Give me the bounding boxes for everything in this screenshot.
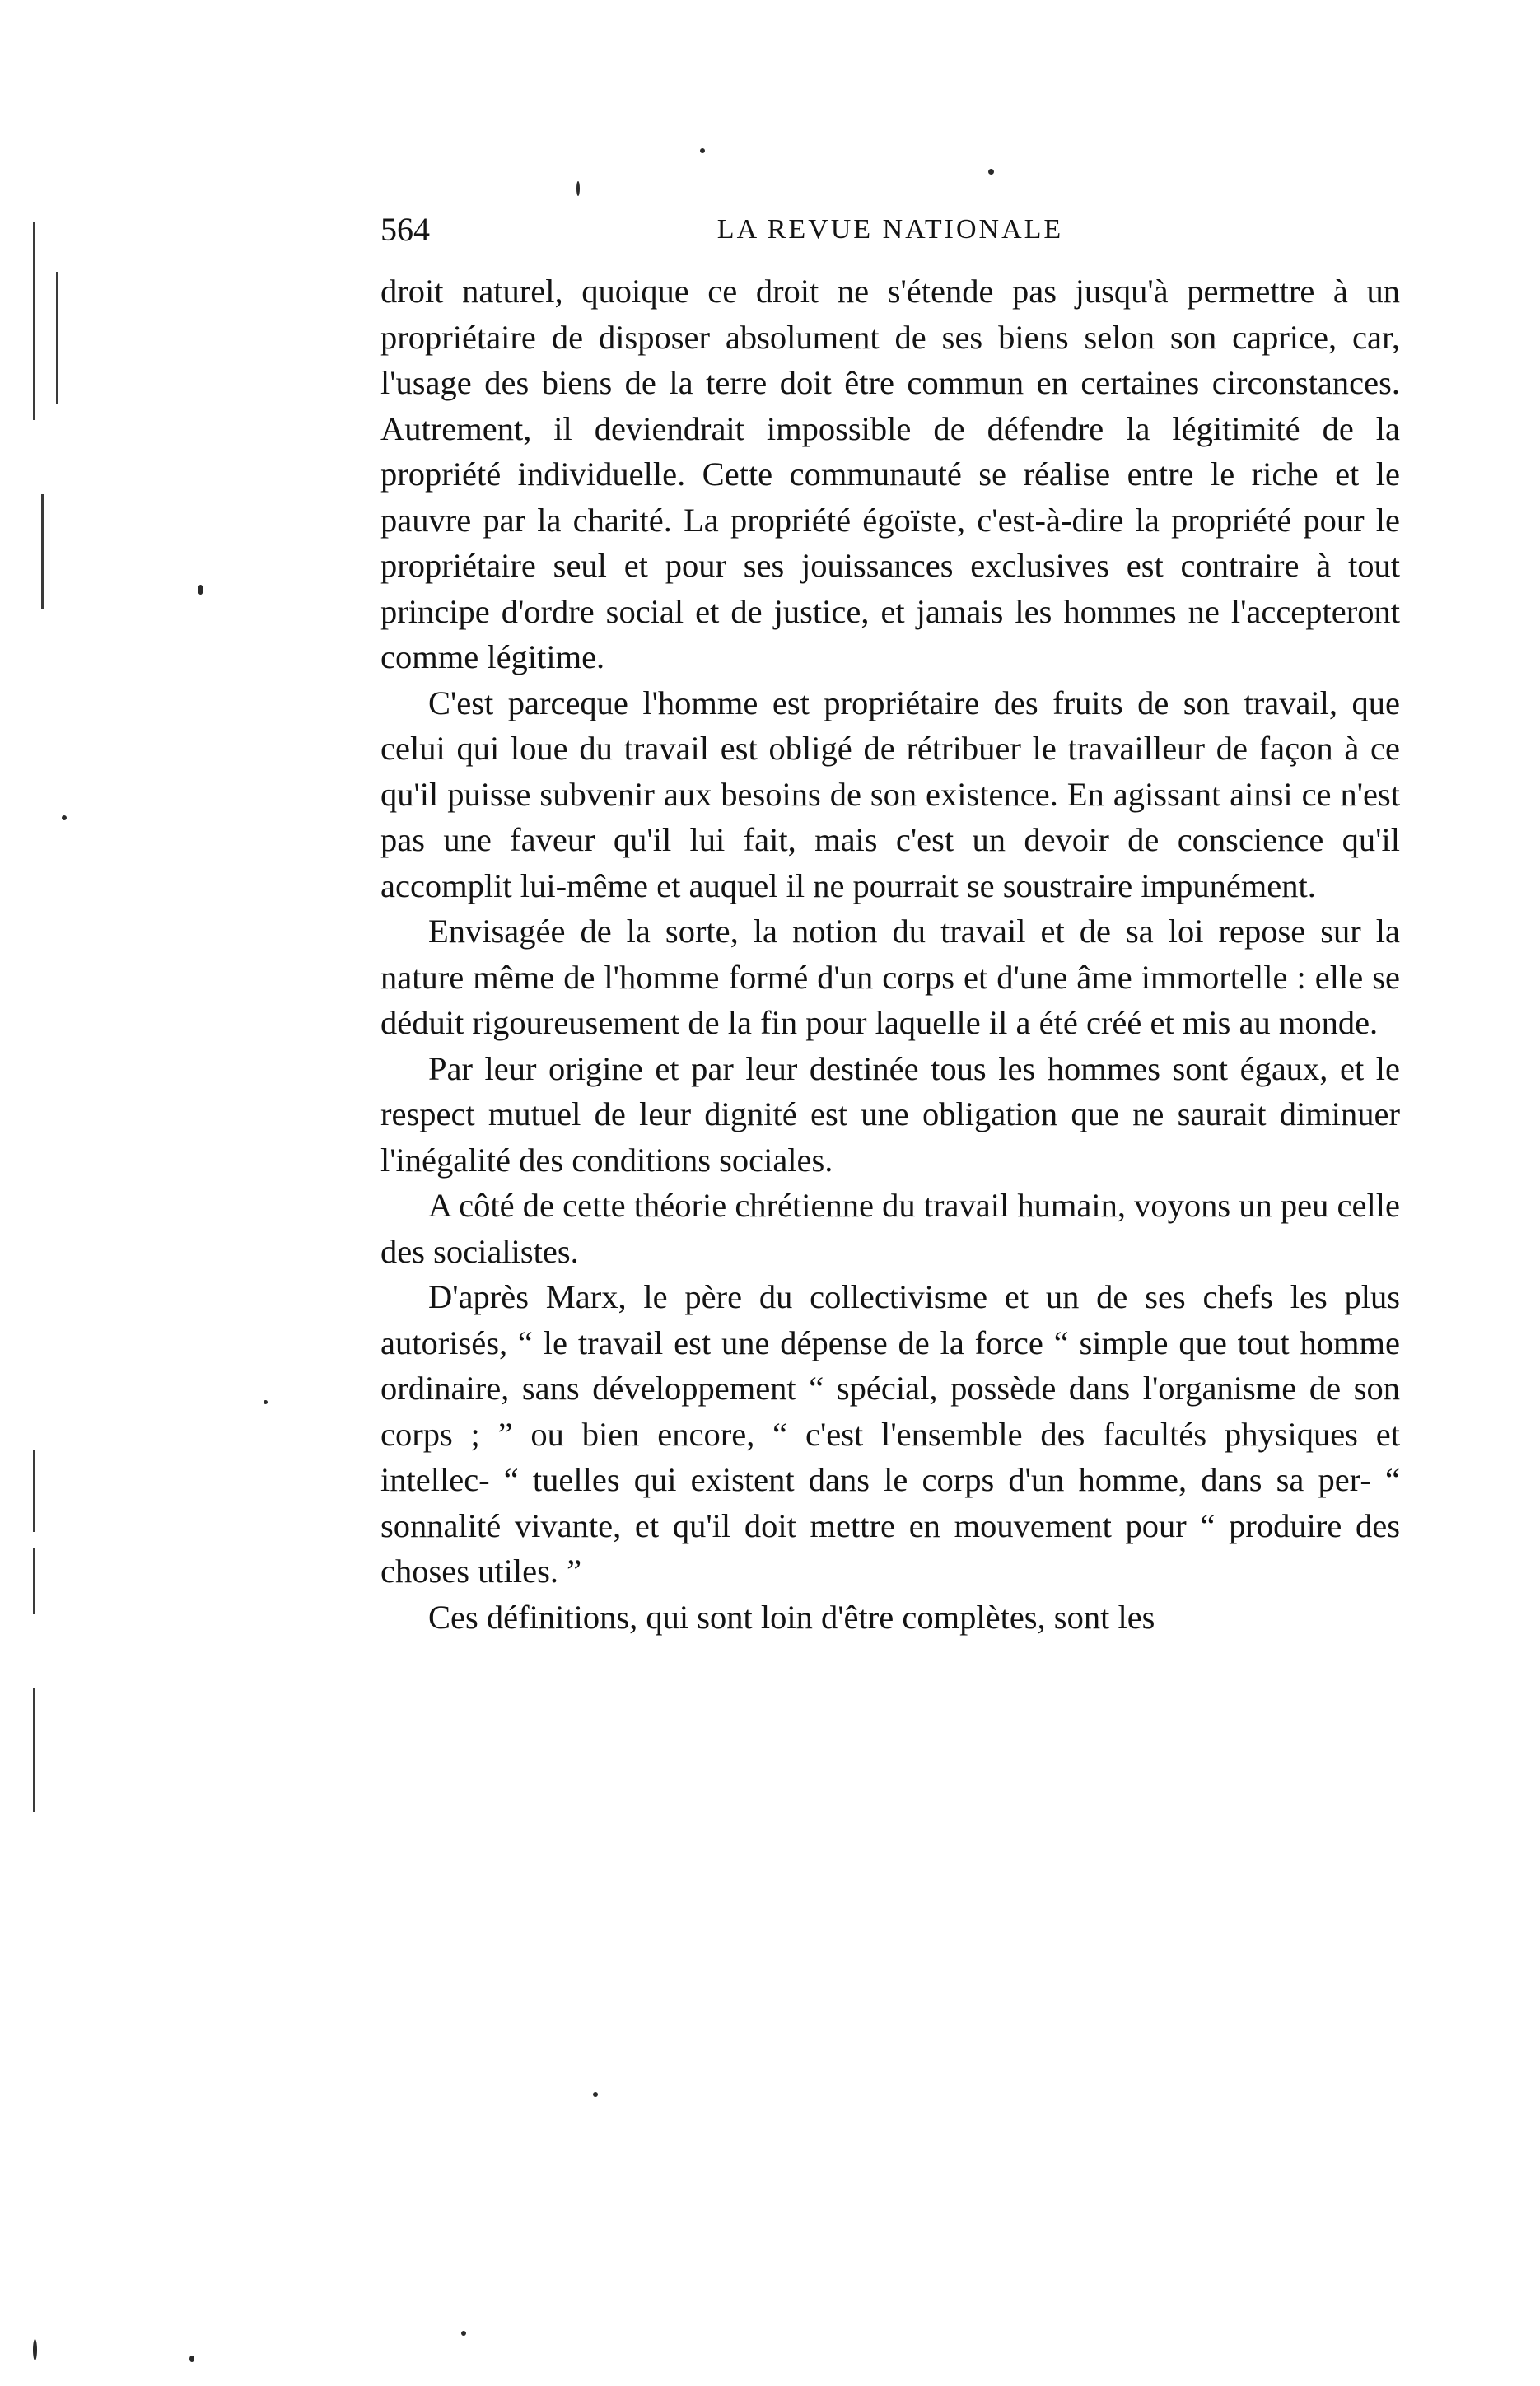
scan-speck: [264, 1400, 268, 1404]
scan-margin-mark: [33, 222, 35, 420]
page-header: [380, 209, 1400, 250]
scan-margin-mark: [41, 494, 44, 609]
scan-speck: [198, 585, 203, 595]
paragraph: Envisagée de la sorte, la notion du travail et de sa loi repose sur la nature même de l'homme formé d'un corps et d'une âme immortelle : elle se déduit rigoureusement de la fin pour laquelle il a été créé et mis au monde.: [380, 913, 1400, 1041]
paragraph: A côté de cette théorie chrétienne du travail humain, voyons un peu celle des socialistes.: [380, 1187, 1400, 1270]
scan-speck: [593, 2092, 598, 2097]
scan-margin-mark: [33, 1688, 35, 1812]
scan-margin-mark: [33, 1548, 35, 1614]
running-head: LA REVUE NATIONALE: [716, 214, 1064, 245]
scan-margin-mark: [33, 1450, 35, 1532]
page-number: 564: [380, 211, 430, 248]
scan-speck: [576, 181, 580, 196]
scan-speck: [62, 815, 67, 820]
scan-speck: [33, 2339, 37, 2360]
paragraph: C'est parceque l'homme est propriétaire des fruits de son travail, que celui qui loue du travail est obligé de rétribuer le travailleur de façon à ce qu'il puisse subvenir aux besoins de son existence. En agissant ainsi ce n'est pas une faveur qu'il lui fait, mais c'est un devoir de conscience qu'il accomplit lui-même et auquel il ne pourrait se soustraire impunément.: [380, 684, 1400, 904]
scan-speck: [700, 148, 705, 153]
paragraph: Par leur origine et par leur destinée tous les hommes sont égaux, et le respect mutuel de leur dignité est une obligation que ne saurait diminuer l'inégalité des conditions sociales.: [380, 1049, 1400, 1179]
body-text: [380, 268, 1400, 1640]
paragraph: Ces définitions, qui sont loin d'être complètes, sont les: [428, 1598, 1155, 1636]
scan-margin-mark: [56, 272, 58, 404]
scan-speck: [988, 169, 994, 175]
scan-speck: [189, 2356, 194, 2362]
scan-speck: [461, 2331, 466, 2336]
paragraph: droit naturel, quoique ce droit ne s'étende pas jusqu'à permettre à un propriétaire de disposer absolument de ses biens selon son caprice, car, l'usage des biens de la terre doit être commun en certaines circonstances. Autrement, il deviendrait impossible de défendre la légitimité de la propriété individuelle. Cette communauté se réalise entre le riche et le pauvre par la charité. La propriété égoïste, c'est-à-dire la propriété pour le propriétaire seul et pour ses jouissances exclusives est contraire à tout principe d'ordre social et de justice, et jamais les hommes ne l'accepteront comme légitime.: [380, 273, 1400, 675]
paragraph: D'après Marx, le père du collectivisme et un de ses chefs les plus autorisés, “ le travail est une dépense de la force “ simple que tout homme ordinaire, sans développement “ spécial, possède dans l'organisme de son corps ; ” ou bien encore, “ c'est l'ensemble des facultés physiques et intellec- “ tuelles qui existent dans le corps d'un homme, dans sa per- “ sonnalité vivante, et qu'il doit mettre en mouvement pour “ produire des choses utiles. ”: [380, 1278, 1400, 1590]
